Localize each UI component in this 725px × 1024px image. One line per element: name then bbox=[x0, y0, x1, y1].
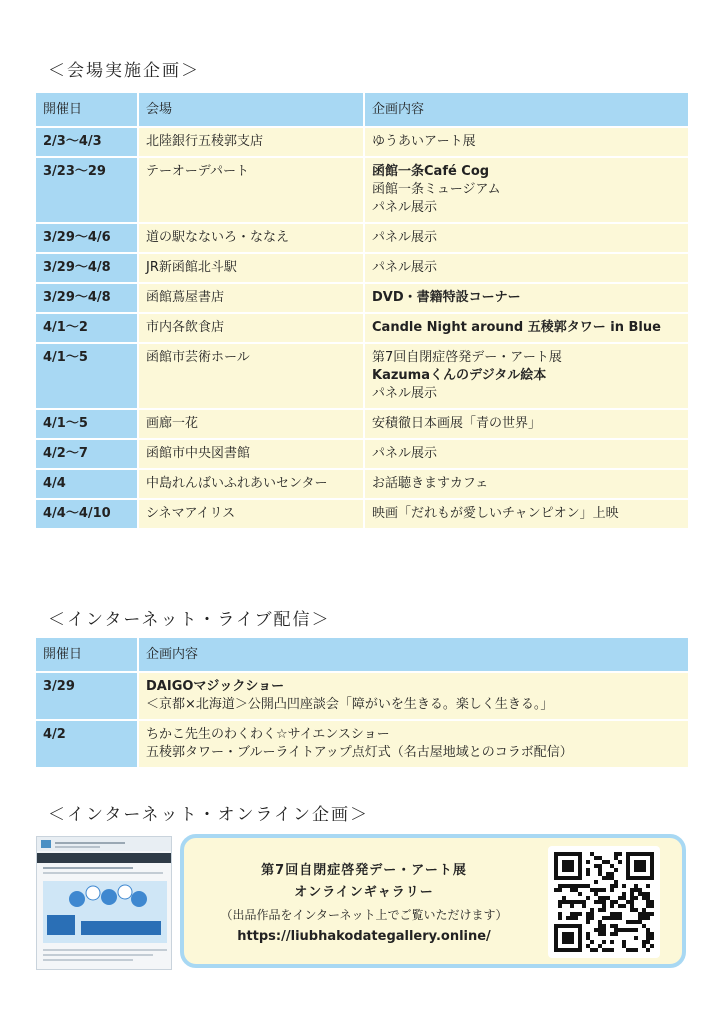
date-cell: 3/29〜4/8 bbox=[36, 254, 139, 284]
content-line: ＜京都×北海道＞公開凸凹座談会「障がいを生きる。楽しく生きる。」 bbox=[146, 697, 554, 712]
content-line: パネル展示 bbox=[372, 446, 438, 461]
venue-schedule-table bbox=[36, 93, 690, 530]
content-line: 函館一条ミュージアム bbox=[372, 182, 501, 197]
venue-cell: 函館市中央図書館 bbox=[139, 440, 365, 470]
date-cell: 4/1〜2 bbox=[36, 314, 139, 344]
date-cell: 3/29〜4/6 bbox=[36, 224, 139, 254]
content-cell bbox=[365, 314, 690, 344]
online-gallery-note: （出品作品をインターネット上でご覧いただけます） bbox=[220, 908, 508, 922]
date-cell: 4/1〜5 bbox=[36, 410, 139, 440]
table-header-row bbox=[36, 638, 690, 673]
content-line: パネル展示 bbox=[372, 200, 438, 215]
content-line: パネル展示 bbox=[372, 386, 438, 401]
content-cell bbox=[365, 284, 690, 314]
content-cell bbox=[365, 500, 690, 530]
content-line: 映画「だれもが愛しいチャンピオン」上映 bbox=[372, 506, 619, 521]
table-row bbox=[36, 314, 690, 344]
online-gallery-url-link[interactable]: https://liubhakodategallery.online/ bbox=[237, 929, 491, 944]
date-cell: 2/3〜4/3 bbox=[36, 128, 139, 158]
date-cell: 3/23〜29 bbox=[36, 158, 139, 224]
table-row bbox=[36, 128, 690, 158]
online-gallery-subtitle: オンラインギャラリー bbox=[294, 885, 434, 900]
venue-cell: テーオーデパート bbox=[139, 158, 365, 224]
qr-code-image bbox=[548, 846, 660, 958]
content-line: パネル展示 bbox=[372, 230, 438, 245]
table-row bbox=[36, 500, 690, 530]
content-cell bbox=[365, 158, 690, 224]
table-row bbox=[36, 224, 690, 254]
table-row bbox=[36, 673, 690, 721]
venue-cell: 道の駅なないろ・ななえ bbox=[139, 224, 365, 254]
content-line: Kazumaくんのデジタル絵本 bbox=[372, 368, 547, 383]
table-row bbox=[36, 410, 690, 440]
content-line: ちかこ先生のわくわく☆サイエンスショー bbox=[146, 727, 390, 742]
venue-cell: JR新函館北斗駅 bbox=[139, 254, 365, 284]
header-date: 開催日 bbox=[36, 93, 139, 128]
venue-cell: 市内各飲食店 bbox=[139, 314, 365, 344]
venue-cell: 北陸銀行五稜郭支店 bbox=[139, 128, 365, 158]
content-cell bbox=[365, 344, 690, 410]
venue-cell: 函館市芸術ホール bbox=[139, 344, 365, 410]
online-gallery-panel bbox=[180, 834, 686, 968]
date-cell: 3/29〜4/8 bbox=[36, 284, 139, 314]
header-content: 企画内容 bbox=[365, 93, 690, 128]
table-row bbox=[36, 344, 690, 410]
website-preview-image bbox=[37, 837, 172, 970]
table-row bbox=[36, 158, 690, 224]
date-cell: 4/1〜5 bbox=[36, 344, 139, 410]
content-line: 第7回自閉症啓発デー・アート展 bbox=[372, 350, 562, 365]
table-row bbox=[36, 254, 690, 284]
content-line: 五稜郭タワー・ブルーライトアップ点灯式（名古屋地域とのコラボ配信） bbox=[146, 745, 573, 760]
content-cell bbox=[139, 721, 690, 769]
header-venue: 会場 bbox=[139, 93, 365, 128]
content-cell bbox=[365, 410, 690, 440]
date-cell: 4/2 bbox=[36, 721, 139, 769]
content-cell bbox=[365, 224, 690, 254]
header-date: 開催日 bbox=[36, 638, 139, 673]
venue-section-title: ＜会場実施企画＞ bbox=[48, 61, 200, 81]
content-line: パネル展示 bbox=[372, 260, 438, 275]
online-section-title: ＜インターネット・オンライン企画＞ bbox=[48, 805, 369, 825]
date-cell: 3/29 bbox=[36, 673, 139, 721]
header-content: 企画内容 bbox=[139, 638, 690, 673]
venue-cell: シネマアイリス bbox=[139, 500, 365, 530]
content-cell bbox=[365, 128, 690, 158]
table-header-row bbox=[36, 93, 690, 128]
date-cell: 4/4〜4/10 bbox=[36, 500, 139, 530]
date-cell: 4/4 bbox=[36, 470, 139, 500]
content-line: Candle Night around 五稜郭タワー in Blue bbox=[372, 320, 661, 335]
content-line: 函館一条Café Cog bbox=[372, 164, 490, 179]
live-section-title: ＜インターネット・ライブ配信＞ bbox=[48, 610, 331, 630]
website-screenshot-thumbnail bbox=[36, 836, 172, 970]
date-cell: 4/2〜7 bbox=[36, 440, 139, 470]
venue-cell: 画廊一花 bbox=[139, 410, 365, 440]
venue-cell: 中島れんばいふれあいセンター bbox=[139, 470, 365, 500]
content-line: ゆうあいアート展 bbox=[372, 134, 476, 149]
content-line: 安積徹日本画展「青の世界」 bbox=[372, 416, 542, 431]
content-cell bbox=[139, 673, 690, 721]
content-line: DAIGOマジックショー bbox=[146, 679, 285, 694]
content-line: お話聴きますカフェ bbox=[372, 476, 489, 491]
content-cell bbox=[365, 470, 690, 500]
live-schedule-table bbox=[36, 638, 690, 769]
content-line: DVD・書籍特設コーナー bbox=[372, 290, 521, 305]
online-gallery-title: 第7回自閉症啓発デー・アート展 bbox=[261, 863, 467, 878]
content-cell bbox=[365, 440, 690, 470]
table-row bbox=[36, 470, 690, 500]
table-row bbox=[36, 284, 690, 314]
table-row bbox=[36, 721, 690, 769]
qr-code-icon[interactable] bbox=[548, 846, 660, 958]
venue-cell: 函館蔦屋書店 bbox=[139, 284, 365, 314]
content-cell bbox=[365, 254, 690, 284]
table-row bbox=[36, 440, 690, 470]
